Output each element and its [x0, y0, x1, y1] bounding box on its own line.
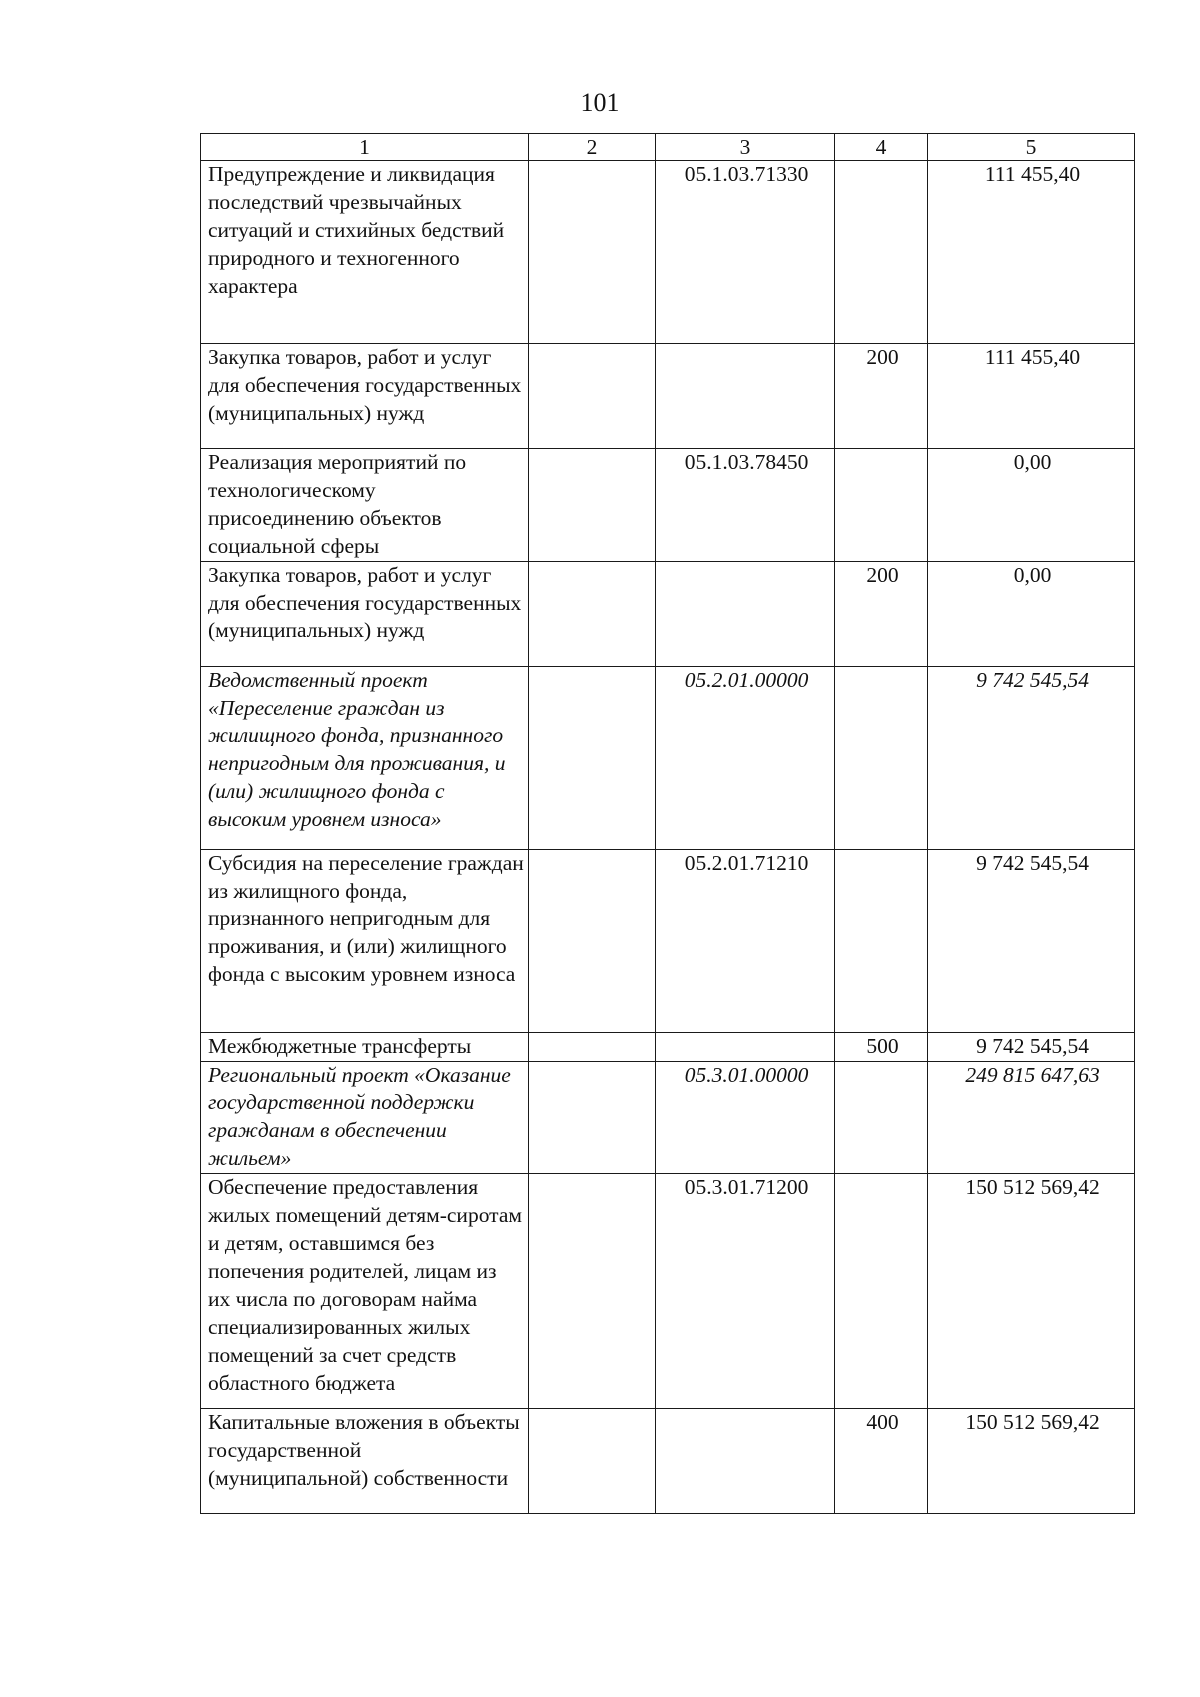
table-row: [201, 849, 1135, 1032]
header-col-4: 4: [835, 134, 928, 161]
row-type-cell: [835, 1174, 928, 1409]
row-section-cell: [529, 1409, 656, 1514]
row-name-cell: Закупка товаров, работ и услуг для обеспечения государственных (муниципальных) нужд: [201, 561, 529, 666]
row-section-cell: [529, 1032, 656, 1061]
row-type-cell: [835, 849, 928, 1032]
row-section-cell: [529, 1174, 656, 1409]
table-row: [201, 161, 1135, 344]
row-type-cell: [835, 1061, 928, 1174]
row-section-cell: [529, 666, 656, 849]
row-section-cell: [529, 561, 656, 666]
row-code-cell: [656, 1409, 835, 1514]
table-row: [201, 666, 1135, 849]
row-section-cell: [529, 161, 656, 344]
row-type-cell: [835, 666, 928, 849]
row-code-cell: 05.1.03.78450: [656, 449, 835, 562]
row-code-cell: [656, 344, 835, 449]
row-sum-cell: 9 742 545,54: [928, 849, 1135, 1032]
row-sum-cell: 9 742 545,54: [928, 666, 1135, 849]
budget-table: [200, 133, 1135, 1514]
row-sum-cell: 0,00: [928, 561, 1135, 666]
row-section-cell: [529, 849, 656, 1032]
row-type-cell: 500: [835, 1032, 928, 1061]
table-row: [201, 1061, 1135, 1174]
table-row: [201, 449, 1135, 562]
row-code-cell: 05.1.03.71330: [656, 161, 835, 344]
row-code-cell: 05.3.01.00000: [656, 1061, 835, 1174]
header-col-5: 5: [928, 134, 1135, 161]
row-code-cell: 05.2.01.00000: [656, 666, 835, 849]
row-name-cell: Капитальные вложения в объекты государственной (муниципальной) собственности: [201, 1409, 529, 1514]
row-sum-cell: 0,00: [928, 449, 1135, 562]
table-row: [201, 344, 1135, 449]
row-code-cell: 05.2.01.71210: [656, 849, 835, 1032]
row-type-cell: 400: [835, 1409, 928, 1514]
row-name-cell: Обеспечение предоставления жилых помещений детям-сиротам и детям, оставшимся без попечения родителей, лицам из их числа по договорам найма специализированных жилых помещений за счет средств областного бюджета: [201, 1174, 529, 1409]
row-code-cell: [656, 1032, 835, 1061]
table-row: [201, 1032, 1135, 1061]
header-row: [201, 134, 1135, 161]
row-section-cell: [529, 344, 656, 449]
table-row: [201, 561, 1135, 666]
row-name-cell: Региональный проект «Оказание государственной поддержки гражданам в обеспечении жильем»: [201, 1061, 529, 1174]
row-sum-cell: 9 742 545,54: [928, 1032, 1135, 1061]
row-name-cell: Субсидия на переселение граждан из жилищного фонда, признанного непригодным для проживания, и (или) жилищного фонда с высоким уровнем износа: [201, 849, 529, 1032]
row-code-cell: 05.3.01.71200: [656, 1174, 835, 1409]
header-col-2: 2: [529, 134, 656, 161]
row-type-cell: [835, 161, 928, 344]
row-type-cell: 200: [835, 344, 928, 449]
header-col-3: 3: [656, 134, 835, 161]
row-sum-cell: 150 512 569,42: [928, 1409, 1135, 1514]
row-section-cell: [529, 449, 656, 562]
row-name-cell: Предупреждение и ликвидация последствий чрезвычайных ситуаций и стихийных бедствий природного и техногенного характера: [201, 161, 529, 344]
row-sum-cell: 111 455,40: [928, 161, 1135, 344]
row-sum-cell: 111 455,40: [928, 344, 1135, 449]
row-section-cell: [529, 1061, 656, 1174]
table-row: [201, 1409, 1135, 1514]
row-sum-cell: 249 815 647,63: [928, 1061, 1135, 1174]
page-number: 101: [580, 88, 620, 117]
row-type-cell: [835, 449, 928, 562]
row-name-cell: Реализация мероприятий по технологическому присоединению объектов социальной сферы: [201, 449, 529, 562]
row-sum-cell: 150 512 569,42: [928, 1174, 1135, 1409]
row-name-cell: Межбюджетные трансферты: [201, 1032, 529, 1061]
row-name-cell: Закупка товаров, работ и услуг для обеспечения государственных (муниципальных) нужд: [201, 344, 529, 449]
header-col-1: 1: [201, 134, 529, 161]
row-code-cell: [656, 561, 835, 666]
row-type-cell: 200: [835, 561, 928, 666]
row-name-cell: Ведомственный проект «Переселение граждан из жилищного фонда, признанного непригодным для проживания, и (или) жилищного фонда с высоким уровнем износа»: [201, 666, 529, 849]
table-row: [201, 1174, 1135, 1409]
